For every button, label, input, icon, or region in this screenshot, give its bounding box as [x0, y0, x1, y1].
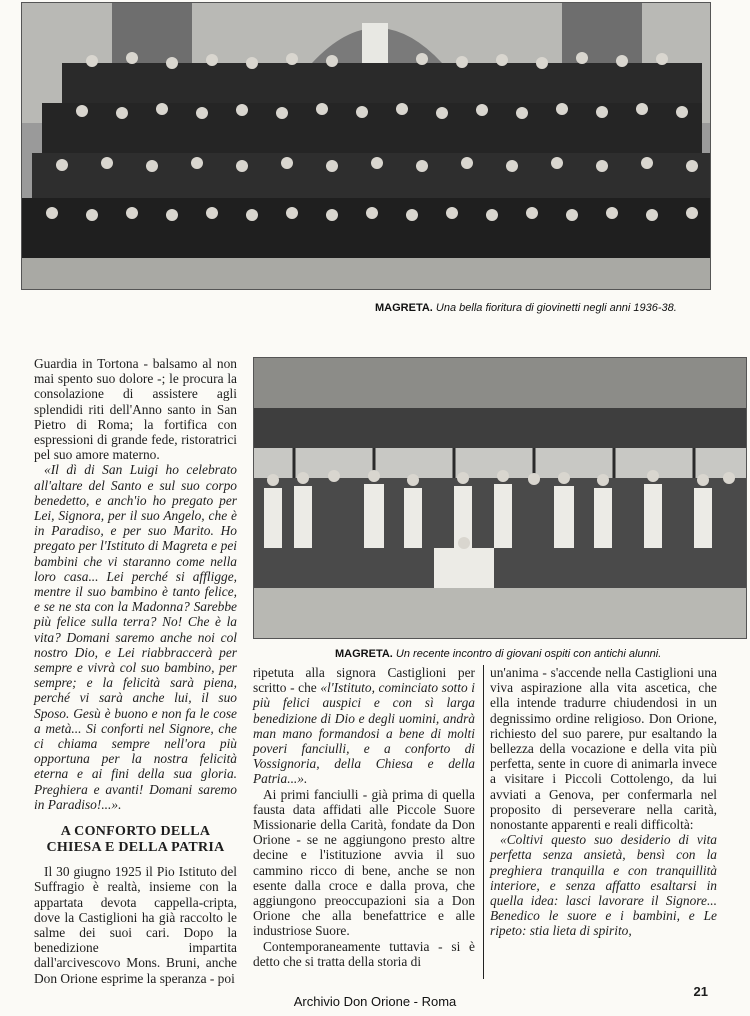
col2-paragraph-3: Contemporaneamente tuttavia - si è detto che si tratta della storia di	[253, 938, 475, 969]
section-heading: A CONFORTO DELLA CHIESA E DELLA PATRIA	[46, 824, 225, 856]
col1-quote: «Il dì di San Luigi ho celebrato all'altare del Santo e sul suo corpo benedetto, e anch'io ho pregato per Lei, Signora, per il suo Angelo, che è in Paradiso, e per suo Marito. Ho pregato per l'Istituto di Magreta e pei bambini che vi staranno come nella loro casa... Lei perché si affligge, mentre il suo bambino è tanto felice, e se ne sta con la Madonna? Sarebbe più felice sulla terra? No! Che è la vita? Domani saremo anche noi col nostro Dio, e Lei riabbraccerà per sempre e vivrà col suo bambino, per sempre; e la felicità sarà piena, perché vi sarà anche lui, il suo Sposo. Gesù è buono e non fa le cose a metà... Si conforti nel Signore, che ci chiama sempre nell'ora più opportuna per la nostra felicità eterna e ai fini della sua gloria. Preghiera e avanti! Domani saremo in Paradiso!...».	[34, 462, 237, 812]
photo1-caption-text: Una bella fioritura di giovinetti negli anni 1936-38.	[435, 302, 677, 314]
text-column-1	[34, 356, 237, 986]
photo1-caption-place: MAGRETA.	[375, 302, 433, 314]
photo-recent-meeting	[253, 357, 747, 639]
page-number: 21	[693, 984, 708, 999]
col2-quote: «l'Istituto, cominciato sotto i più felici auspici e con sì larga benedizione di Dio e degli uomini, andrà man mano formandosi a bene di molti poveri fanciulli, e a conforto di Vossignoria, della Chiesa e della Patria...».	[253, 680, 475, 787]
photo-recent-meeting-image	[254, 358, 746, 638]
col1-paragraph-3: Il 30 giugno 1925 il Pio Istituto del Suffragio è realtà, insieme con la appartata devota cappella-cripta, dove la Castiglioni ha già raccolto le salme dei suoi cari. Dopo la benedizione impartita dall'arcivescovo Mons. Bruni, anche Don Orione esprime la speranza - poi	[34, 864, 237, 986]
photo2-caption-text: Un recente incontro di giovani ospiti con antichi alunni.	[395, 648, 662, 660]
photo1-caption	[375, 302, 677, 314]
text-column-3	[490, 665, 717, 939]
photo-group-boys-image	[22, 3, 710, 289]
text-column-2	[253, 665, 475, 969]
photo-group-boys	[21, 2, 711, 290]
photo2-caption-place: MAGRETA.	[335, 648, 393, 660]
col3-paragraph-1: un'anima - s'accende nella Castiglioni una viva aspirazione alla vita ascetica, che ella intende tradurre chiudendosi in un degnissimo ordine religioso. Don Orione, richiesto del suo parere, pur esaltando la bellezza della vocazione e della vita più perfetta, sente in cuore di animarla invece a visitare i Piccoli Cottolengo, da lui avviati a Genova, per confermarla nel proposito di perseverare nella carità, nonostante apparenti e reali difficoltà:	[490, 665, 717, 833]
col3-quote: «Coltivi questo suo desiderio di vita perfetta senza ansietà, bensì con la preghiera tranquilla e con tranquillità interiore, e senza affatto esaltarsi in quella idea: lasci lavorare il Signore... Benedico le suore e i bambini, e Le ripeto: stia lieta di spirito,	[490, 832, 717, 939]
photo2-caption	[335, 648, 661, 660]
column-divider	[483, 665, 484, 979]
col2-paragraph-2: Ai primi fanciulli - già prima di quella fausta data affidati alle Piccole Suore Missionarie della Carità, fondate da Don Orione - se ne aggiungono presto altre decine e l'istituzione avvia il suo cammino ricco di bene, anche se non esente dalla croce e dalla prova, che aggiungono preoccupazioni sia a Don Orione che alla benefattrice e alle industriose Suore.	[253, 786, 475, 939]
col1-paragraph-1: Guardia in Tortona - balsamo al non mai spento suo dolore -; le procura la consolazione di assistere agli splendidi riti dell'Anno santo in San Pietro di Roma; la fortifica con espressioni di grande fede, ristoratrici pel suo amore materno.	[34, 356, 237, 463]
col2-paragraph-1-lead: ripetuta alla signora Castiglioni per scritto - che	[253, 665, 475, 696]
col2-paragraph-1	[253, 665, 475, 787]
archive-footer: Archivio Don Orione - Roma	[293, 994, 457, 1009]
